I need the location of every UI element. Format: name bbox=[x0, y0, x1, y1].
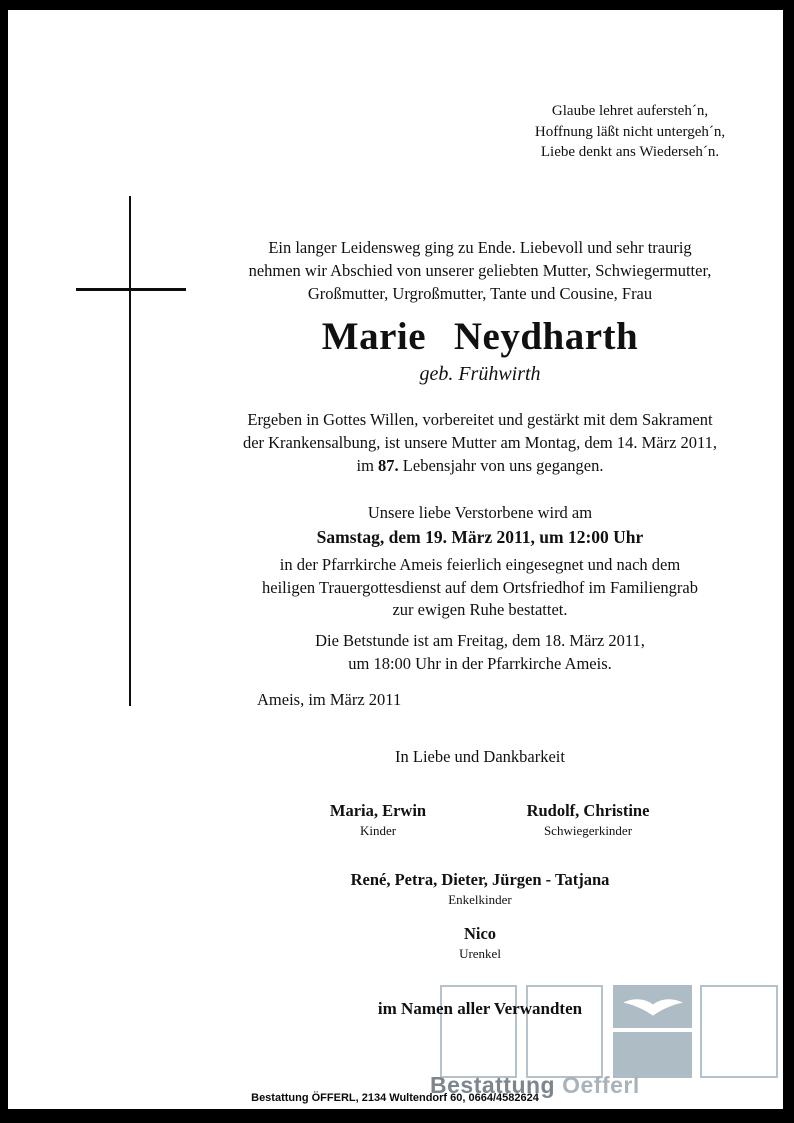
verse-line: Hoffnung läßt nicht untergeh´n, bbox=[534, 123, 726, 140]
passing-line: Ergeben in Gottes Willen, vorbereitet und gestärkt mit dem Sakrament bbox=[247, 410, 713, 429]
intro-paragraph bbox=[180, 236, 780, 305]
betstunde-line: um 18:00 Uhr in der Pfarrkirche Ameis. bbox=[348, 653, 612, 673]
mourner-relation: Enkelkinder bbox=[448, 892, 512, 907]
mourner-names: Rudolf, Christine bbox=[526, 801, 650, 820]
maiden-name: geb. Frühwirth bbox=[419, 363, 541, 385]
passing-line: der Krankensalbung, ist unsere Mutter am Montag, dem 14. März 2011, bbox=[242, 433, 718, 452]
mourner-relation: Urenkel bbox=[459, 946, 501, 961]
funeral-datetime: Samstag, dem 19. März 2011, um 12:00 Uhr bbox=[316, 527, 644, 547]
verse-line: Glaube lehret aufersteh´n, bbox=[551, 103, 709, 119]
passing-paragraph bbox=[180, 408, 780, 477]
betstunde-line: Die Betstunde ist am Freitag, dem 18. März 2011, bbox=[315, 631, 645, 650]
betstunde-paragraph bbox=[180, 630, 780, 675]
mourner-group-grandchildren bbox=[180, 870, 780, 908]
funeral-line: zur ewigen Ruhe bestattet. bbox=[392, 600, 568, 619]
mourner-group-inlaws bbox=[488, 801, 688, 839]
mourner-names: Maria, Erwin bbox=[329, 801, 427, 820]
mourner-group-greatgrandchild bbox=[180, 924, 780, 962]
place-date: Ameis, im März 2011 bbox=[257, 690, 402, 709]
cross-icon bbox=[129, 196, 131, 706]
verse-line: Liebe denkt ans Wiederseh´n. bbox=[540, 144, 720, 160]
mourner-relation: Kinder bbox=[359, 823, 397, 838]
mourner-group-children bbox=[278, 801, 478, 839]
watermark-word: Bestattung bbox=[430, 1072, 556, 1098]
closing-line: im Namen aller Verwandten bbox=[377, 999, 583, 1018]
verse-block bbox=[450, 101, 794, 163]
passing-line bbox=[180, 454, 780, 477]
gratitude-line: In Liebe und Dankbarkeit bbox=[395, 747, 565, 766]
deceased-name: Marie Neydharth bbox=[321, 315, 639, 358]
mourner-relation: Schwiegerkinder bbox=[543, 823, 633, 838]
intro-line: Großmutter, Urgroßmutter, Tante und Cousine, Frau bbox=[307, 284, 653, 303]
funeral-line: in der Pfarrkirche Ameis feierlich eingesegnet und nach dem bbox=[279, 555, 681, 574]
intro-line: nehmen wir Abschied von unserer geliebten Mutter, Schwiegermutter, bbox=[248, 261, 712, 280]
cross-icon bbox=[76, 288, 186, 291]
mourner-names: René, Petra, Dieter, Jürgen - Tatjana bbox=[350, 870, 610, 889]
passing-line-text: im bbox=[356, 456, 379, 475]
age-emphasis: 87. bbox=[378, 456, 399, 475]
passing-line-text: Lebensjahr von uns gegangen. bbox=[398, 456, 604, 475]
funeral-line: heiligen Trauergottesdienst auf dem Ortsfriedhof im Familiengrab bbox=[262, 577, 698, 597]
funeral-home-contact: Bestattung ÖFFERL, 2134 Wultendorf 60, 0664/4582624 bbox=[251, 1092, 539, 1104]
watermark-word: Oefferl bbox=[562, 1072, 640, 1098]
funeral-detail bbox=[180, 554, 780, 622]
mourner-names: Nico bbox=[463, 924, 497, 943]
intro-line: Ein langer Leidensweg ging zu Ende. Liebevoll und sehr traurig bbox=[268, 238, 692, 257]
funeral-lead: Unsere liebe Verstorbene wird am bbox=[367, 503, 593, 522]
